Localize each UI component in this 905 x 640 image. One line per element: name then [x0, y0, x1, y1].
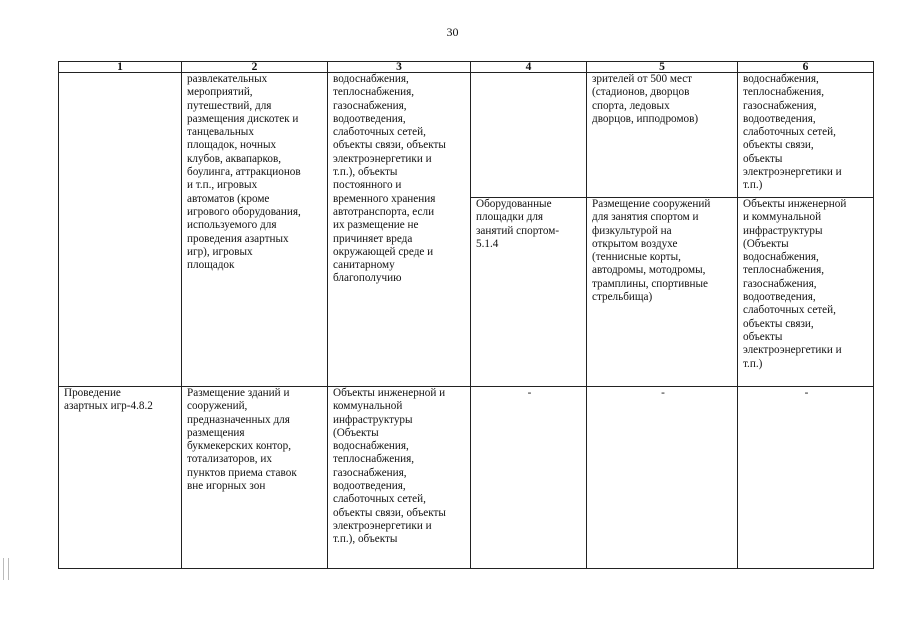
cell-text: водоснабжения, теплоснабжения, газоснабжения, водоотведения, слаботочных сетей, объекты связи, объекты электроэнергетики и т.п.): [743, 73, 842, 192]
page-number: 30: [446, 25, 459, 39]
cell-text: водоснабжения, теплоснабжения, газоснабжения, водоотведения, слаботочных сетей, объекты связи, объекты электроэнергетики и т.п.), объекты постоянного и временного хранения автотранспорта, если их размещение не причиняет вреда окружающей среде и санитарному благополучию: [333, 73, 446, 285]
cell-text: Размещение сооружений для занятия спортом и физкультурой на открытом воздухе (теннисные корты, автодромы, мотодромы, трамплины, спортивные стрельбища): [592, 198, 711, 304]
dash: -: [661, 387, 665, 399]
cell-permitted-use-description: [182, 73, 328, 387]
dash: -: [804, 387, 809, 399]
cell-empty: [471, 73, 587, 198]
table-row: [59, 73, 874, 198]
cell-conditional-auxiliary: [738, 73, 874, 198]
cell-auxiliary-use: [328, 387, 471, 569]
land-use-table: [58, 61, 874, 569]
cell-dash: [738, 387, 874, 569]
scan-margin-mark: [3, 558, 9, 580]
cell-text: Объекты инженерной и коммунальной инфраструктуры (Объекты водоснабжения, теплоснабжения, газоснабжения, водоотведения, слаботочных сетей, объекты связи, объекты электроэнергетики и т.п.): [743, 198, 847, 370]
cell-text: Оборудованные площадки для занятий спортом- 5.1.4: [476, 198, 560, 250]
cell-dash: [587, 387, 738, 569]
table-row: [59, 387, 874, 569]
column-number-6: 6: [738, 62, 874, 73]
column-number-3: 3: [328, 62, 471, 73]
cell-conditional-auxiliary: [738, 198, 874, 387]
cell-text: Размещение зданий и сооружений, предназначенных для размещения букмекерских контор, тотализаторов, их пунктов приема ставок вне игорных зон: [187, 387, 297, 493]
cell-conditional-use-name: [471, 198, 587, 387]
cell-text: Объекты инженерной и коммунальной инфраструктуры (Объекты водоснабжения, теплоснабжения, газоснабжения, водоотведения, слаботочных сетей, объекты связи, объекты электроэнергетики и т.п.), объекты: [333, 387, 446, 546]
cell-empty: [59, 73, 182, 387]
column-number-1: 1: [59, 62, 182, 73]
column-number-5: 5: [587, 62, 738, 73]
cell-text: развлекательных мероприятий, путешествий, для размещения дискотек и танцевальных площадок, ночных клубов, аквапарков, боулинга, аттракционов и т.п., игровых автоматов (кроме игрового оборудования, используемого для проведения азартных игр), игровых площадок: [187, 73, 301, 272]
column-number-row: [59, 62, 874, 73]
cell-conditional-use-description: [587, 198, 738, 387]
cell-permitted-use-description: [182, 387, 328, 569]
cell-auxiliary-use: [328, 73, 471, 387]
column-number-2: 2: [182, 62, 328, 73]
column-number-4: 4: [471, 62, 587, 73]
cell-text: Проведение азартных игр-4.8.2: [64, 387, 153, 413]
cell-permitted-use-name: [59, 387, 182, 569]
cell-conditional-use-description: [587, 73, 738, 198]
cell-text: зрителей от 500 мест (стадионов, дворцов спорта, ледовых дворцов, ипподромов): [592, 73, 699, 125]
dash: -: [527, 387, 532, 399]
cell-dash: [471, 387, 587, 569]
